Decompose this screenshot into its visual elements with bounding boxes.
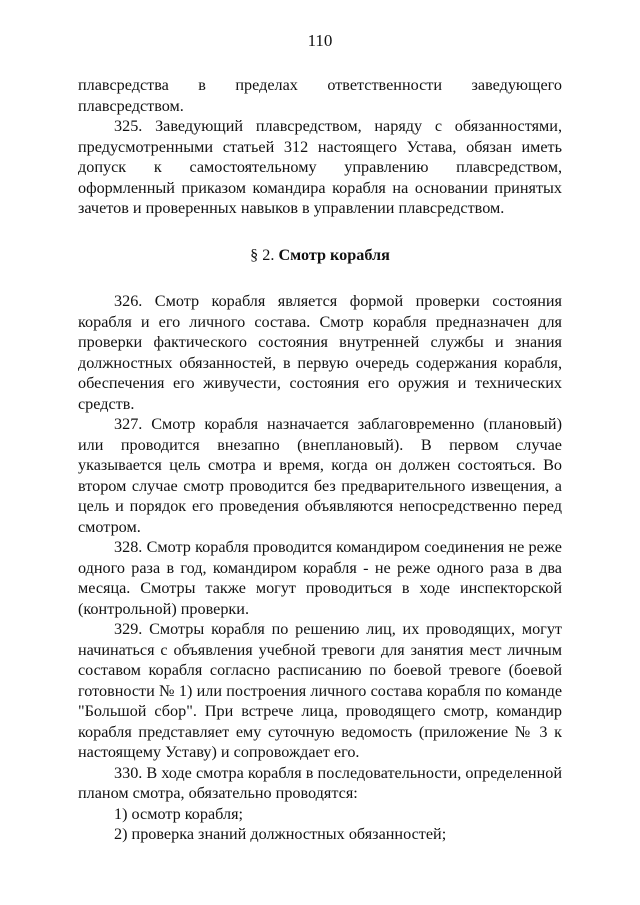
paragraph-328: 328. Смотр корабля проводится командиром соединения не реже одного раза в год, командиром корабля - не реже одного раза в два месяца. Смотры также могут проводиться в ходе инспекторской (контрольной) проверки. bbox=[78, 538, 562, 618]
document-body bbox=[78, 75, 562, 845]
paragraph-continuation: плавсредства в пределах ответственности заведующего плавсредством. bbox=[78, 76, 562, 115]
section-heading bbox=[78, 245, 562, 266]
list-item: 1) осмотр корабля; bbox=[114, 804, 244, 823]
section-title: Смотр корабля bbox=[278, 245, 390, 264]
paragraph-329: 329. Смотры корабля по решению лиц, их проводящих, могут начинаться с объявления учебной тревоги для занятия мест личным составом корабля согласно расписанию по боевой тревоге (боевой готовности № 1) или построения личного состава корабля по команде "Большой сбор". При встрече лица, проводящего смотр, командир корабля представляет ему суточную ведомость (приложение № 3 к настоящему Уставу) и сопровождает его. bbox=[78, 620, 562, 761]
page-number: 110 bbox=[307, 31, 333, 50]
section-number: § 2. bbox=[250, 245, 275, 264]
list-item: 2) проверка знаний должностных обязанностей; bbox=[114, 825, 447, 843]
paragraph-330: 330. В ходе смотра корабля в последовательности, определенной планом смотра, обязательно проводятся: bbox=[78, 763, 562, 802]
paragraph-325: 325. Заведующий плавсредством, наряду с обязанностями, предусмотренными статьей 312 настоящего Устава, обязан иметь допуск к самостоятельному управлению плавсредством, оформленный приказом командира корабля на основании принятых зачетов и проверенных навыков в управлении плавсредством. bbox=[78, 117, 562, 217]
paragraph-326: 326. Смотр корабля является формой проверки состояния корабля и его личного состава. Смотр корабля предназначен для проверки фактического состояния внутренней службы и знания должностных обязанностей, в первую очередь содержания корабля, обеспечения его живучести, состояния его оружия и технических средств. bbox=[78, 292, 562, 413]
paragraph-327: 327. Смотр корабля назначается заблаговременно (плановый) или проводится внезапно (внеплановый). В первом случае указывается цель смотра и время, когда он должен состояться. Во втором случае смотр проводится без предварительного извещения, а цель и порядок его проведения объявляются непосредственно перед смотром. bbox=[78, 415, 562, 536]
